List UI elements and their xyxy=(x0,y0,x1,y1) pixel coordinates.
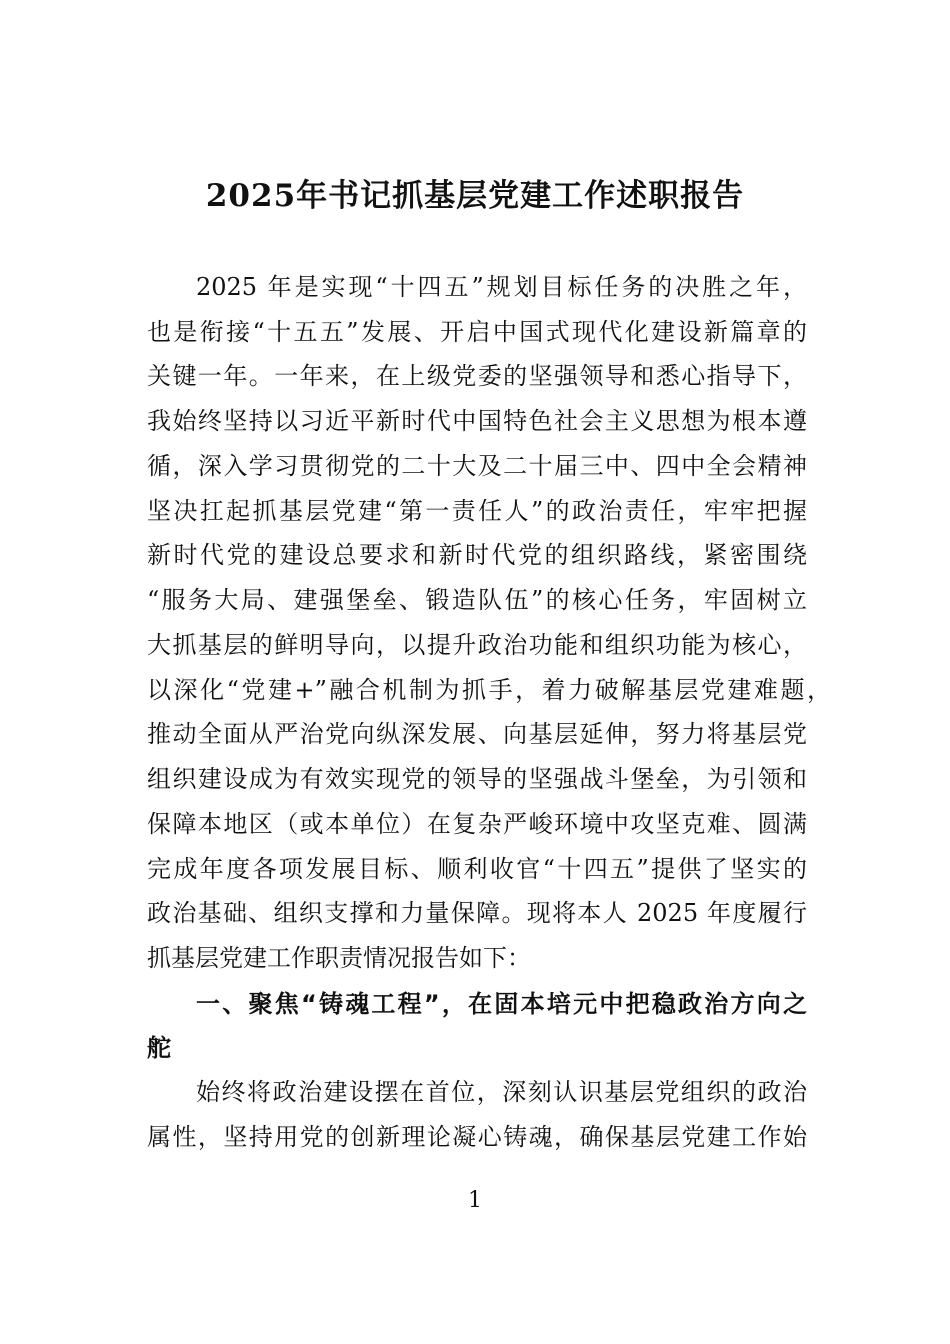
document-title: 2025年书记抓基层党建工作述职报告 xyxy=(205,178,745,214)
text-line: 始终将政治建设摆在首位，深刻认识基层党组织的政治 xyxy=(196,1078,807,1106)
text-line: 保障本地区（或本单位）在复杂严峻环境中攻坚克难、圆满 xyxy=(147,810,807,838)
text-line: 循，深入学习贯彻党的二十大及二十届三中、四中全会精神 xyxy=(147,452,807,480)
text-line: “服务大局、建强堡垒、锻造队伍”的核心任务，牢固树立 xyxy=(147,586,807,614)
text-line: 抓基层党建工作职责情况报告如下： xyxy=(147,944,531,972)
text-line: 新时代党的建设总要求和新时代党的组织路线，紧密围绕 xyxy=(147,541,807,569)
text-line: 属性，坚持用党的创新理论凝心铸魂，确保基层党建工作始 xyxy=(147,1123,807,1151)
text-line: 也是衔接“十五五”发展、开启中国式现代化建设新篇章的 xyxy=(147,318,807,346)
text-line: 2025 年是实现“十四五”规划目标任务的决胜之年， xyxy=(196,273,807,301)
text-line: 坚决扛起抓基层党建“第一责任人”的政治责任，牢牢把握 xyxy=(147,497,807,525)
heading-line: 一、聚焦“铸魂工程”，在固本培元中把稳政治方向之 xyxy=(196,990,807,1018)
text-line: 我始终坚持以习近平新时代中国特色社会主义思想为根本遵 xyxy=(147,407,807,435)
text-line: 大抓基层的鲜明导向，以提升政治功能和组织功能为核心， xyxy=(147,631,807,659)
text-line: 以深化“党建+”融合机制为抓手，着力破解基层党建难题， xyxy=(147,676,831,704)
heading-line: 舵 xyxy=(147,1034,171,1062)
text-line: 推动全面从严治党向纵深发展、向基层延伸，努力将基层党 xyxy=(147,720,807,748)
text-line: 组织建设成为有效实现党的领导的坚强战斗堡垒，为引领和 xyxy=(147,765,807,793)
text-line: 政治基础、组织支撑和力量保障。现将本人 2025 年度履行 xyxy=(147,899,807,927)
text-line: 关键一年。一年来，在上级党委的坚强领导和悉心指导下， xyxy=(147,362,807,390)
page-number: 1 xyxy=(468,1188,482,1213)
text-line: 完成年度各项发展目标、顺利收官“十四五”提供了坚实的 xyxy=(147,855,807,883)
